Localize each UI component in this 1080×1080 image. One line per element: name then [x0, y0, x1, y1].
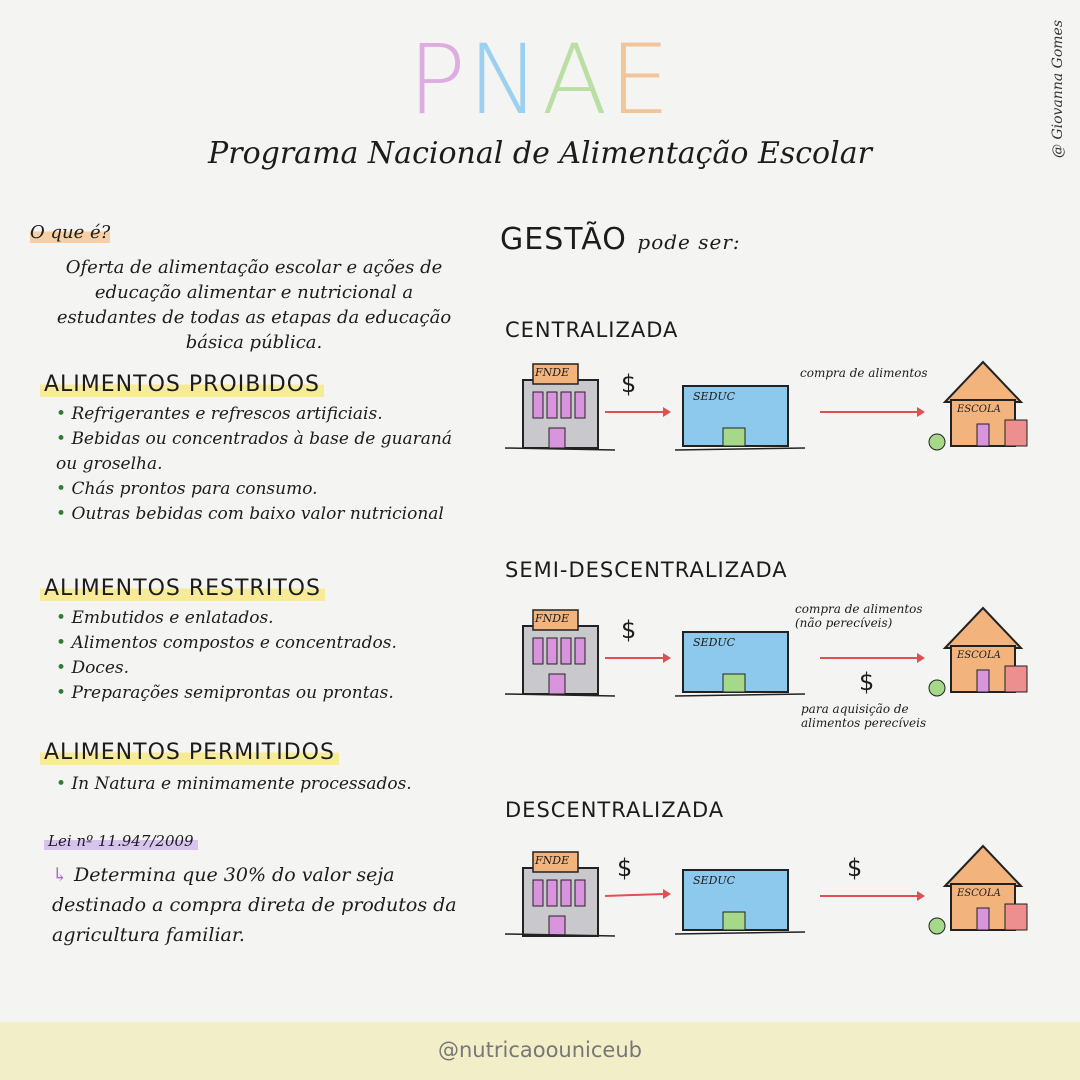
seduc-label: SEDUC: [693, 390, 736, 403]
list-item: • Doces.: [56, 656, 456, 681]
page-subtitle: Programa Nacional de Alimentação Escolar: [208, 136, 872, 171]
mode-semi-descentralizada: SEMI-DESCENTRALIZADA: [505, 558, 788, 582]
money-icon: $: [847, 854, 863, 882]
money-icon: $: [621, 616, 637, 644]
list-item: • Preparações semiprontas ou prontas.: [56, 681, 456, 706]
pnae-logo: [0, 24, 1080, 136]
seduc-label: SEDUC: [693, 636, 736, 649]
author-credit: @ Giovanna Gomes: [1050, 20, 1066, 158]
proibidos-list: [56, 402, 456, 527]
escola-label: ESCOLA: [957, 650, 1001, 661]
escola-label: ESCOLA: [957, 888, 1001, 899]
flow-note-perishable: para aquisição de alimentos perecíveis: [801, 702, 927, 730]
flow-centralizada: [505, 350, 1050, 460]
logo-letter-e: E: [609, 24, 673, 136]
footer: [0, 1022, 1080, 1080]
law-label: Lei nº 11.947/2009: [44, 832, 198, 850]
logo-letter-p: P: [407, 24, 468, 136]
proibidos-heading: ALIMENTOS PROIBIDOS: [40, 372, 324, 397]
permitidos-heading: ALIMENTOS PERMITIDOS: [40, 740, 339, 765]
money-icon: $: [617, 854, 633, 882]
law-text: Determina que 30% do valor seja destinado a compra direta de produtos da agricultura familiar.: [52, 864, 457, 946]
intro-text: Oferta de alimentação escolar e ações de educação alimentar e nutricional a estudantes de todas as etapas da educação básica pública.: [56, 257, 452, 353]
fnde-label: FNDE: [535, 612, 570, 625]
list-item: • Outras bebidas com baixo valor nutricional: [56, 502, 456, 527]
restritos-heading: ALIMENTOS RESTRITOS: [40, 576, 325, 601]
title-block: [0, 24, 1080, 171]
fnde-label: FNDE: [535, 854, 570, 867]
seduc-label: SEDUC: [693, 874, 736, 887]
law-text-block: [52, 860, 472, 950]
money-icon: $: [621, 370, 637, 398]
list-item: • Embutidos e enlatados.: [56, 606, 456, 631]
mode-centralizada: CENTRALIZADA: [505, 318, 679, 342]
money-icon: $: [859, 668, 875, 696]
list-item: • Bebidas ou concentrados à base de guaraná ou groselha.: [56, 427, 456, 477]
flow-note: compra de alimentos: [800, 366, 928, 380]
list-item: • In Natura e minimamente processados.: [56, 772, 456, 797]
gestao-heading: [500, 222, 741, 257]
mode-descentralizada: DESCENTRALIZADA: [505, 798, 725, 822]
logo-letter-n: N: [467, 24, 542, 136]
gestao-title: GESTÃO: [500, 222, 627, 257]
return-arrow-icon: ↳: [52, 864, 68, 886]
fnde-label: FNDE: [535, 366, 570, 379]
what-is-heading: O que é?: [30, 222, 111, 243]
flow-note: compra de alimentos (não perecíveis): [795, 602, 923, 630]
logo-letter-a: A: [541, 24, 610, 136]
escola-label: ESCOLA: [957, 404, 1001, 415]
flow-semi-descentralizada: [505, 596, 1050, 730]
gestao-subtitle: pode ser:: [637, 230, 741, 254]
flow-descentralizada: [505, 838, 1050, 948]
list-item: • Alimentos compostos e concentrados.: [56, 631, 456, 656]
instagram-handle[interactable]: @nutricaoouniceub: [438, 1038, 642, 1062]
list-item: • Refrigerantes e refrescos artificiais.: [56, 402, 456, 427]
permitidos-list: [56, 772, 456, 797]
list-item: • Chás prontos para consumo.: [56, 477, 456, 502]
restritos-list: [56, 606, 456, 706]
